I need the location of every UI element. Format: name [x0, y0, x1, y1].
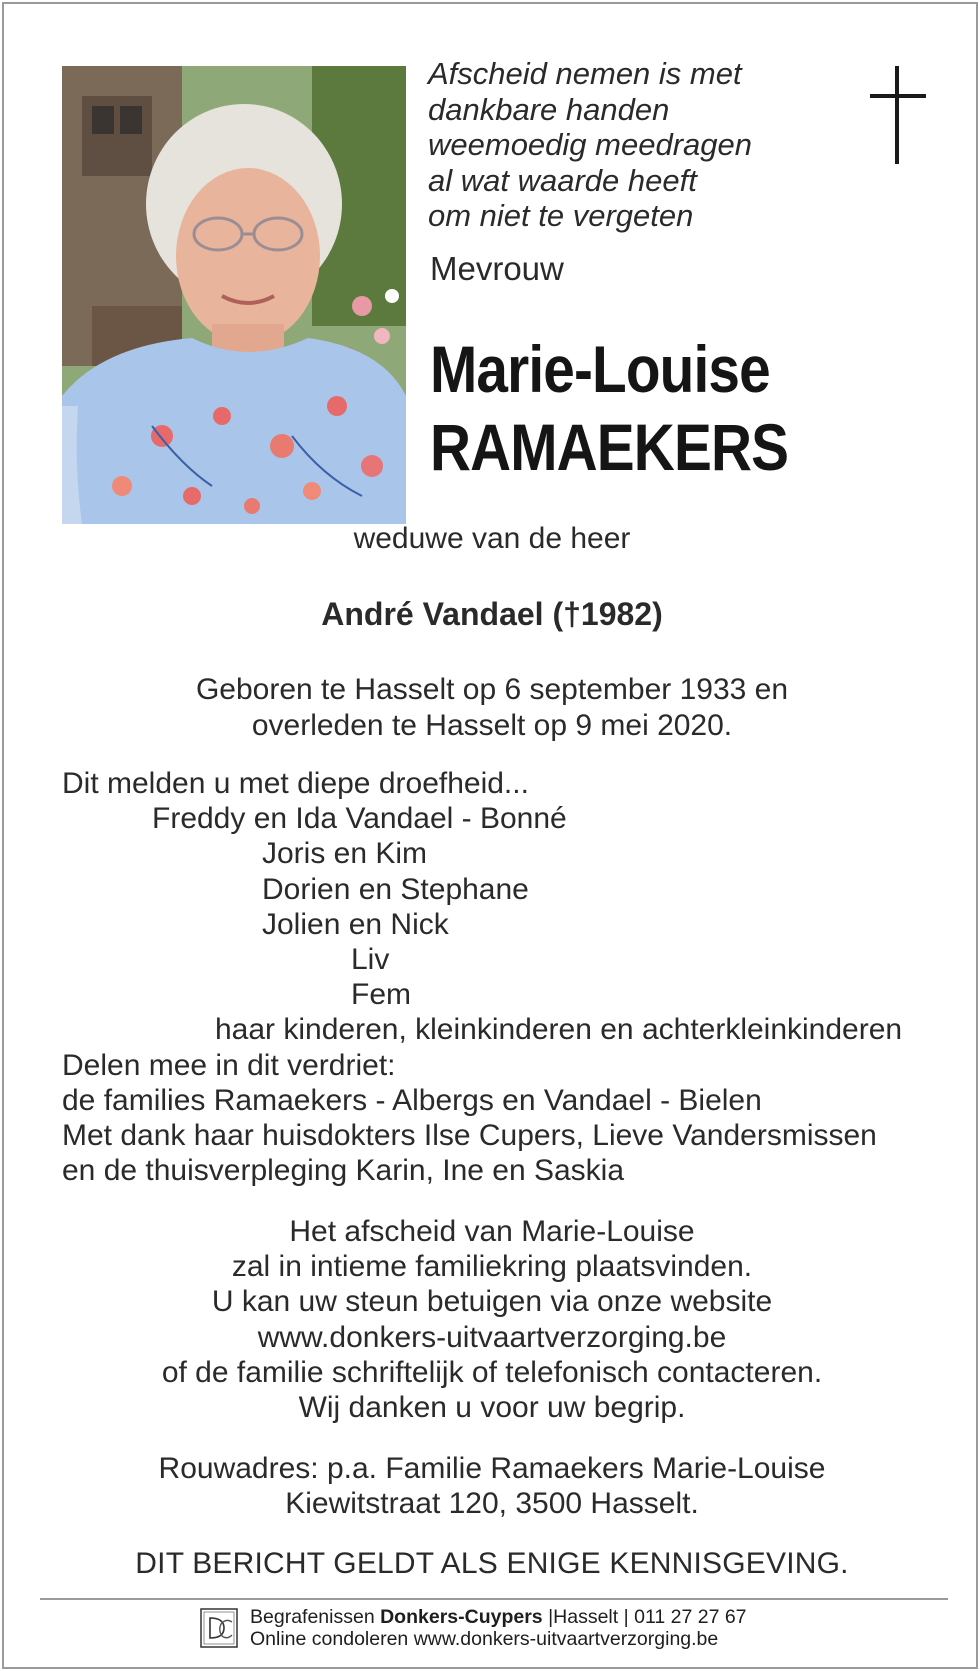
poem-line: Afscheid nemen is met: [428, 56, 742, 91]
share-intro: Delen mee in dit verdriet:: [62, 1048, 396, 1082]
birth-line: Geboren te Hasselt op 6 september 1933 en: [195, 673, 789, 706]
notice-text: DIT BERICHT GELDT ALS ENIGE KENNISGEVING.: [135, 1547, 849, 1580]
obituary-card: [2, 2, 978, 1669]
poem-line: dankbare handen: [428, 91, 670, 127]
cross-icon: [870, 66, 926, 164]
footer-online: Online condoleren www.donkers-uitvaartverzorging.be: [250, 1628, 719, 1650]
mourning-address: [4, 1451, 980, 1521]
relatives-summary: haar kinderen, kleinkinderen en achterkleinkinderen: [215, 1013, 903, 1047]
great-grandchild-line: Fem: [351, 978, 411, 1012]
mourners-list: [62, 766, 962, 1188]
footer-text: [250, 1606, 747, 1650]
footer-city: Hasselt: [553, 1606, 619, 1628]
address-line: Rouwadres: p.a. Familie Ramaekers Marie-Louise: [158, 1452, 826, 1485]
portrait-illustration: [62, 66, 406, 524]
funeral-home-footer: [200, 1604, 900, 1652]
thanks-line: en de thuisverpleging Karin, Ine en Saskia: [62, 1154, 625, 1188]
grandchild-line: Jolien en Nick: [262, 907, 449, 941]
footer-prefix: Begrafenissen: [250, 1606, 375, 1628]
deceased-name: [430, 330, 788, 486]
portrait-photo: [62, 66, 406, 524]
farewell-line: zal in intieme familiekring plaatsvinden.: [231, 1250, 753, 1284]
children-line: Freddy en Ida Vandael - Bonné: [152, 802, 567, 836]
footer-separator: |: [548, 1606, 554, 1628]
husband-name: André Vandael (†1982): [321, 596, 663, 632]
farewell-line: Wij danken u voor uw begrip.: [298, 1391, 686, 1425]
footer-separator: |: [623, 1606, 629, 1628]
footer-line-1: [250, 1606, 747, 1628]
mourners-intro: Dit melden u met diepe droefheid...: [62, 767, 529, 800]
life-dates: [4, 672, 980, 743]
poem: [428, 56, 848, 234]
farewell-section: [4, 1214, 980, 1425]
farewell-line: of de familie schriftelijk of telefonisch contacteren.: [161, 1355, 823, 1389]
first-name: Marie-Louise: [430, 332, 770, 406]
poem-line: om niet te vergeten: [428, 198, 694, 233]
poem-line: weemoedig meedragen: [428, 127, 752, 162]
widow-text: weduwe van de heer: [353, 522, 631, 555]
address-line: Kiewitstraat 120, 3500 Hasselt.: [285, 1487, 699, 1521]
website-text: www.donkers-uitvaartverzorging.be: [257, 1320, 727, 1354]
death-line: overleden te Hasselt op 9 mei 2020.: [251, 708, 733, 742]
footer-divider: [40, 1598, 948, 1600]
last-name: RAMAEKERS: [430, 410, 789, 484]
great-grandchild-line: Liv: [351, 943, 390, 977]
footer-phone: 011 27 27 67: [634, 1606, 747, 1628]
honorific-title: Mevrouw: [430, 250, 564, 287]
grandchild-line: Joris en Kim: [262, 837, 428, 871]
dc-monogram-logo: [200, 1608, 238, 1648]
thanks-line: Met dank haar huisdokters Ilse Cupers, Lieve Vandersmissen: [62, 1119, 877, 1153]
farewell-line: Het afscheid van Marie-Louise: [289, 1215, 695, 1248]
company-name: Donkers-Cuypers: [380, 1606, 543, 1628]
farewell-line: U kan uw steun betuigen via onze website: [211, 1285, 773, 1319]
poem-line: al wat waarde heeft: [428, 162, 697, 198]
families-line: de families Ramaekers - Albergs en Vandael - Bielen: [62, 1083, 762, 1117]
grandchild-line: Dorien en Stephane: [262, 872, 529, 906]
